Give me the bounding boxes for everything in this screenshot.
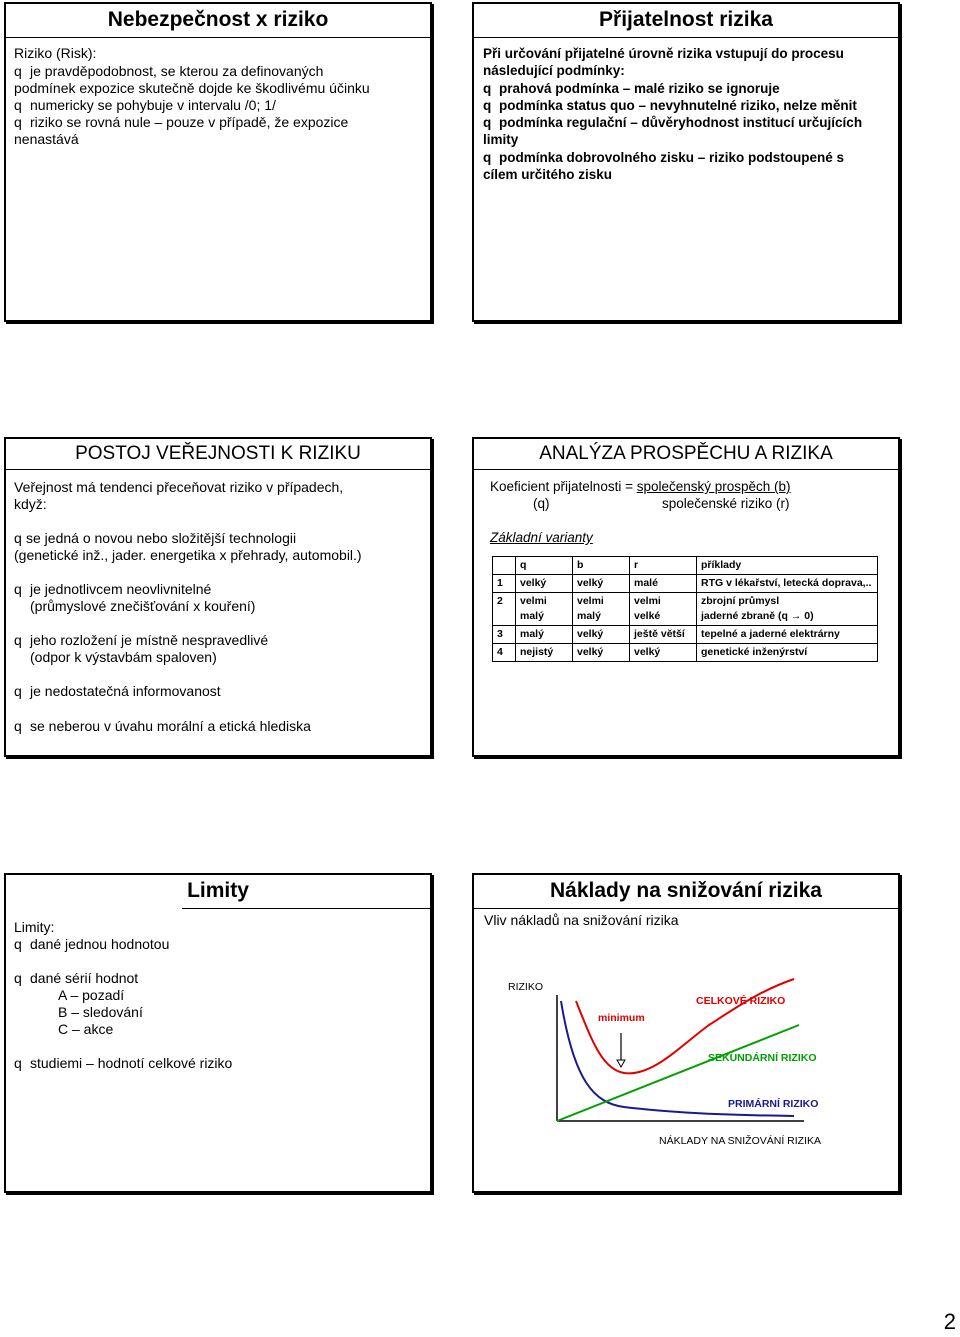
bullet-1: q je pravděpodobnost, se kterou za definovaných (14, 63, 324, 79)
total-risk-label: CELKOVÉ RIZIKO (696, 995, 786, 1007)
slide-intro: Riziko (Risk): (14, 45, 97, 61)
minimum-label: minimum (598, 1012, 645, 1024)
table-row (493, 593, 878, 626)
slide-prijatelnost (472, 2, 900, 322)
coefficient-denominator: společenské riziko (r) (662, 496, 790, 511)
bullet-2: q dané sérií hodnot (14, 970, 139, 986)
table-cell: genetické inženýrství (697, 644, 878, 662)
table-cell: velký (573, 644, 630, 662)
bullet-1: q prahová podmínka – malé riziko se ignoruje (483, 81, 780, 96)
bullet-1: q se jedná o novou nebo složitější technologii (14, 530, 297, 546)
slide-title: Náklady na snižování rizika (550, 879, 822, 902)
table-header-cell: q (516, 557, 573, 575)
title-rule (474, 37, 898, 38)
risk-cost-graph (474, 961, 898, 1191)
table-header-row (493, 557, 878, 575)
slide-intro: Veřejnost má tendenci přeceňovat riziko v případech, (14, 479, 344, 495)
minimum-arrow-head (617, 1060, 625, 1067)
table-header-cell: r (630, 557, 697, 575)
variants-table (492, 556, 878, 662)
table-cell: velmi velké (630, 593, 697, 626)
variants-heading: Základní varianty (490, 530, 593, 545)
table-cell: 1 (493, 575, 516, 593)
slide-text-line: Při určování přijatelné úrovně rizika vstupují do procesu (483, 46, 844, 61)
bullet-2: q numericky se pohybuje v intervalu /0; 1/ (14, 97, 276, 113)
slide-title: Nebezpečnost x riziko (107, 8, 329, 31)
table-cell: velmi malý (516, 593, 573, 626)
table-header-cell: b (573, 557, 630, 575)
slide-intro: Limity: (14, 919, 55, 935)
title-rule (182, 908, 430, 909)
slide-subtitle: Vliv nákladů na snižování rizika (484, 912, 679, 928)
table-row (493, 626, 878, 644)
secondary-risk-label: SEKUNDÁRNÍ RIZIKO (708, 1052, 817, 1064)
title-rule (474, 469, 898, 470)
title-rule (6, 37, 430, 38)
slide-nebezpecnost (4, 2, 432, 322)
bullet-4: q je nedostatečná informovanost (14, 683, 221, 699)
slide-title: Přijatelnost rizika (599, 8, 773, 31)
bullet-3: q podmínka regulační – důvěryhodnost institucí určujících (483, 115, 863, 130)
bullet-3-cont: nenastává (14, 131, 79, 147)
table-cell: velký (573, 626, 630, 644)
bullet-4: q podmínka dobrovolného zisku – riziko podstoupené s (483, 150, 845, 165)
slide-limity (4, 873, 432, 1193)
table-header-cell: příklady (697, 557, 878, 575)
slide-title: ANALÝZA PROSPĚCHU A RIZIKA (539, 443, 833, 464)
table-cell: malé (630, 575, 697, 593)
table-cell: velký (516, 575, 573, 593)
slide-postoj-verejnosti (4, 437, 432, 757)
bullet-1: q dané jednou hodnotou (14, 936, 170, 952)
bullet-4-cont: cílem určitého zisku (483, 167, 613, 182)
bullet-2-cont: (průmyslové znečišťování x kouření) (30, 598, 256, 614)
bullet-1-cont: podmínek expozice skutečně dojde ke škodlivému účinku (14, 80, 370, 96)
title-rule (6, 469, 430, 470)
table-cell: malý (516, 626, 573, 644)
slide-naklady (472, 873, 900, 1193)
bullet-3: q jeho rozložení je místně nespravedlivé (14, 632, 269, 648)
title-rule (474, 908, 898, 909)
table-cell: 2 (493, 593, 516, 626)
bullet-5: q se neberou v úvahu morální a etická hlediska (14, 718, 311, 734)
sub-item-a: A – pozadí (58, 987, 125, 1003)
table-cell: velký (573, 575, 630, 593)
table-cell: nejistý (516, 644, 573, 662)
table-cell: ještě větší (630, 626, 697, 644)
bullet-3: q riziko se rovná nule – pouze v případě, že expozice (14, 114, 349, 130)
coefficient-formula: Koeficient přijatelnosti = společenský prospěch (b) (490, 479, 791, 494)
page-number: 2 (943, 1309, 956, 1334)
slide-title: POSTOJ VEŘEJNOSTI K RIZIKU (75, 443, 361, 464)
slide-analyza-prospechu (472, 437, 900, 757)
table-header-cell (493, 557, 516, 575)
table-cell: zbrojní průmysl jaderné zbraně (q → 0) (697, 593, 878, 626)
slide-text-line: následující podmínky: (483, 63, 625, 78)
table-row (493, 644, 878, 662)
table-row (493, 575, 878, 593)
sub-item-c: C – akce (58, 1021, 114, 1037)
y-axis-label: RIZIKO (508, 981, 544, 993)
table-cell: RTG v lékařství, letecká doprava,.. (697, 575, 878, 593)
slide-intro-cont: když: (14, 496, 47, 512)
bullet-2: q podmínka status quo – nevyhnutelné riziko, nelze měnit (483, 98, 857, 113)
slide-title: Limity (187, 879, 249, 902)
table-cell: tepelné a jaderné elektrárny (697, 626, 878, 644)
x-axis-label: NÁKLADY NA SNIŽOVÁNÍ RIZIKA (659, 1135, 822, 1147)
table-cell: velký (630, 644, 697, 662)
table-cell: 4 (493, 644, 516, 662)
primary-risk-label: PRIMÁRNÍ RIZIKO (728, 1098, 819, 1110)
bullet-3-cont: limity (483, 132, 519, 147)
bullet-3-cont: (odpor k výstavbám spaloven) (30, 649, 217, 665)
coefficient-q: (q) (533, 496, 550, 511)
sub-item-b: B – sledování (58, 1004, 143, 1020)
bullet-1-cont: (genetické inž., jader. energetika x přehrady, automobil.) (14, 547, 362, 563)
bullet-2: q je jednotlivcem neovlivnitelné (14, 581, 212, 597)
table-cell: 3 (493, 626, 516, 644)
table-cell: velmi malý (573, 593, 630, 626)
bullet-3: q studiemi – hodnotí celkové riziko (14, 1055, 233, 1071)
